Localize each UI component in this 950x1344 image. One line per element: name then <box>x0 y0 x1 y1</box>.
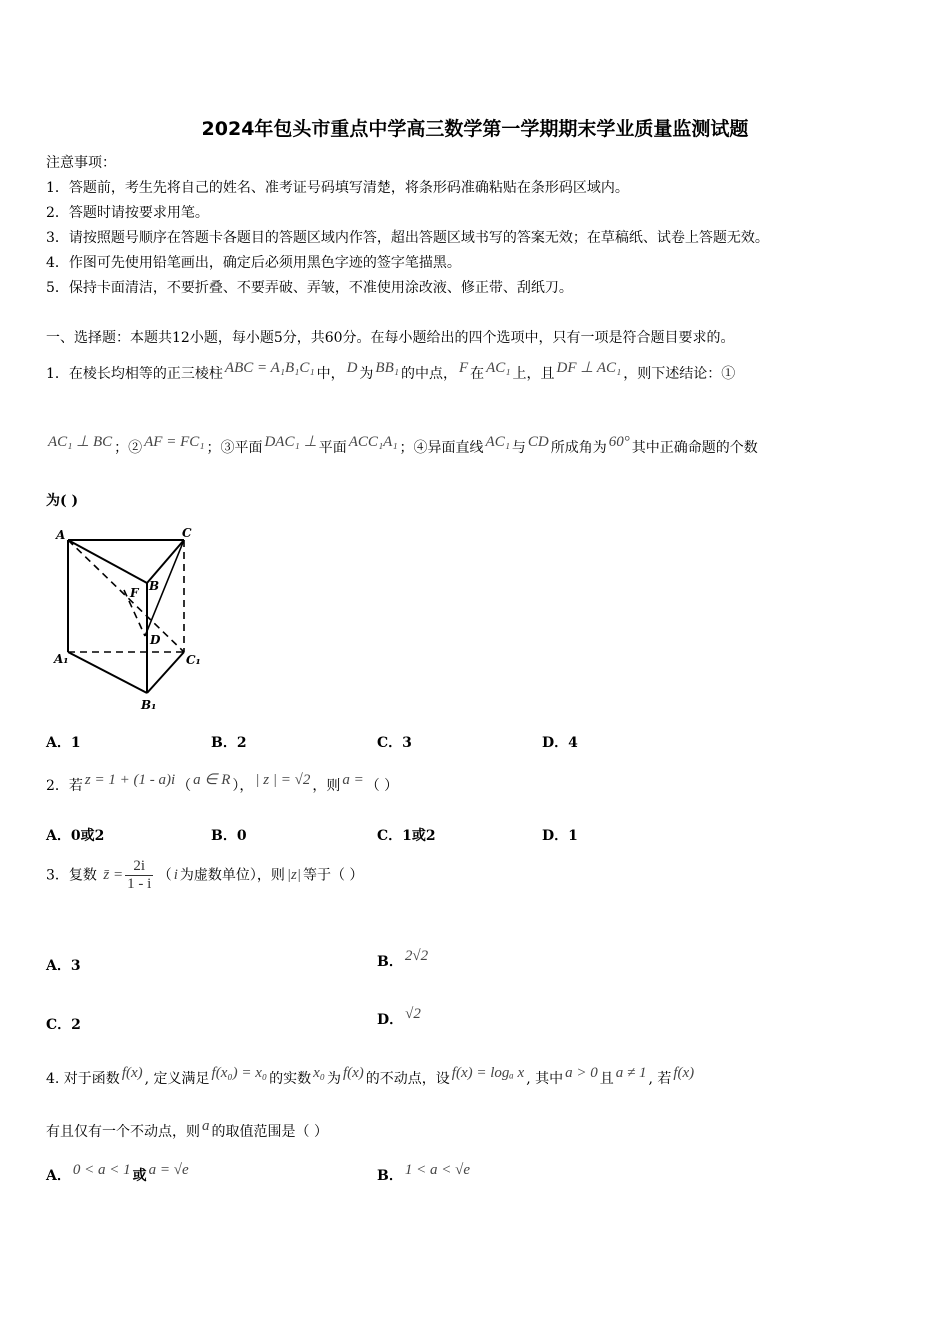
question-1-line-2 <box>46 432 758 457</box>
q1-math: AF = FC₁ <box>144 434 205 450</box>
q1-text: 其中正确命题的个数 <box>631 440 758 456</box>
note-item: 5．保持卡面清洁，不要折叠、不要弄破、弄皱，不准使用涂改液、修正带、刮纸刀。 <box>46 280 573 296</box>
q4-option-b-math: 1 < a < √e <box>404 1162 470 1178</box>
q2-option-a[interactable]: A．0或2 <box>46 828 105 844</box>
q2-text: （ <box>177 778 192 794</box>
q4-text: , 定义满足 <box>144 1071 210 1087</box>
q1-math: BB₁ <box>375 360 399 376</box>
edge-C1B1 <box>147 652 184 693</box>
q3-math: z̄ = <box>103 867 124 883</box>
section-heading: 一、选择题：本题共12小题，每小题5分，共60分。在每小题给出的四个选项中，只有一项是符合题目要求的。 <box>46 330 735 346</box>
note-item: 4．作图可先使用铅笔画出，确定后必须用黑色字迹的签字笔描黑。 <box>46 255 461 271</box>
q3-fraction-numerator: 2i <box>125 858 153 876</box>
q4-math: f(x₀) = x₀ <box>211 1065 268 1081</box>
question-2 <box>46 770 398 795</box>
q4-option-a-math: a = √e <box>148 1162 189 1178</box>
q4-math: f(x) = logₐ x <box>451 1065 525 1081</box>
document-title: 2024年包头市重点中学高三数学第一学期期末学业质量监测试题 <box>201 118 749 140</box>
q3-option-d[interactable] <box>377 1006 423 1029</box>
q4-math: x₀ <box>313 1065 325 1081</box>
q1-text: 与 <box>511 440 526 456</box>
q1-math: F <box>458 360 469 376</box>
edge-CB <box>147 540 184 583</box>
q4-option-b-label: B． <box>377 1168 403 1184</box>
vertex-label-C: C <box>182 526 192 540</box>
q4-text: 的不动点，设 <box>365 1071 450 1087</box>
q2-math: a ∈ R <box>193 772 231 788</box>
edge-A1B1 <box>68 652 147 693</box>
q3-option-a[interactable]: A．3 <box>46 958 81 974</box>
vertex-label-C1: C₁ <box>186 653 201 667</box>
q1-text: ；③平面 <box>206 440 263 456</box>
note-item: 3．请按照题号顺序在答题卡各题目的答题区域内作答，超出答题区域书写的答案无效；在草稿纸、试卷上答题无效。 <box>46 230 769 246</box>
q4-text: 有且仅有一个不动点，则 <box>46 1124 200 1140</box>
q2-option-b[interactable]: B．0 <box>211 828 247 844</box>
q3-option-b-math: 2√2 <box>404 948 429 964</box>
q3-option-d-label: D． <box>377 1012 404 1028</box>
q1-text: 所成角为 <box>550 440 607 456</box>
q2-text: ）， <box>232 778 254 794</box>
q3-option-c[interactable]: C．2 <box>46 1017 81 1033</box>
q3-text: 为虚数单位），则 <box>179 867 285 884</box>
q1-text: 在 <box>470 366 485 382</box>
q2-math: | z | = √2 <box>255 772 311 788</box>
q3-option-b[interactable] <box>377 948 430 971</box>
q2-option-c[interactable]: C．1或2 <box>377 828 436 844</box>
q1-math: D <box>346 360 358 376</box>
q3-math: i <box>173 867 178 883</box>
q1-text: 为 <box>359 366 374 382</box>
q4-text: 的取值范围是（ ） <box>211 1124 328 1140</box>
q1-text: ；④异面直线 <box>399 440 484 456</box>
q4-math: f(x) <box>342 1065 364 1081</box>
q2-math: a = <box>342 772 364 788</box>
q1-text: 平面 <box>318 440 347 456</box>
q4-text: 4. 对于函数 <box>46 1071 120 1087</box>
question-3 <box>46 858 363 893</box>
q4-text: 为 <box>326 1071 341 1087</box>
vertex-label-B1: B₁ <box>141 698 157 712</box>
q3-text: 3．复数 <box>46 867 97 884</box>
q1-text: 的中点， <box>400 366 457 382</box>
point-label-F: F <box>130 586 139 600</box>
q3-text: （ <box>157 867 172 884</box>
prism-figure <box>46 524 216 714</box>
q1-text: ，则下述结论：① <box>623 366 736 382</box>
q3-option-b-label: B． <box>377 954 403 970</box>
q1-text: 1．在棱长均相等的正三棱柱 <box>46 366 223 382</box>
q2-option-d[interactable]: D．1 <box>542 828 578 844</box>
note-item: 1．答题前，考生先将自己的姓名、准考证号码填写清楚，将条形码准确粘贴在条形码区域内。 <box>46 180 629 196</box>
question-1-line-3: 为( ) <box>46 493 79 509</box>
notes-heading: 注意事项： <box>46 155 116 171</box>
q1-option-a[interactable]: A．1 <box>46 735 81 751</box>
q4-math: f(x) <box>673 1065 695 1081</box>
q4-math: a > 0 <box>565 1065 598 1081</box>
vertex-label-A1: A₁ <box>54 652 69 666</box>
q1-text: ；② <box>114 440 143 456</box>
q2-text: （ ） <box>365 778 399 794</box>
q1-math: ABC = A₁B₁C₁ <box>224 360 315 376</box>
q1-math: CD <box>527 434 549 450</box>
question-1-line-1 <box>46 358 735 383</box>
edge-AB <box>68 540 147 583</box>
q4-math: f(x) <box>121 1065 143 1081</box>
point-label-D: D <box>150 633 161 647</box>
q4-text: , 其中 <box>526 1071 564 1087</box>
q4-option-b[interactable] <box>377 1162 472 1185</box>
q1-option-d[interactable]: D．4 <box>542 735 578 751</box>
q1-text: 上，且 <box>512 366 555 382</box>
question-4-line-1 <box>46 1065 696 1088</box>
q4-text: 且 <box>599 1071 614 1087</box>
q1-math: AC₁ ⊥ BC <box>48 434 113 450</box>
q2-text: 2．若 <box>46 778 83 794</box>
q1-text: 中， <box>316 366 345 382</box>
q1-option-c[interactable]: C．3 <box>377 735 412 751</box>
q2-text: ，则 <box>312 778 341 794</box>
q4-option-a-math: 0 < a < 1 <box>72 1162 131 1178</box>
q3-fraction-denominator: 1 - i <box>127 876 152 892</box>
question-4-line-2 <box>46 1118 328 1141</box>
q2-math: z = 1 + (1 - a)i <box>84 772 176 788</box>
q1-math: AC₁ <box>485 434 510 450</box>
q3-text: 等于（ ） <box>302 867 364 884</box>
q4-option-a[interactable] <box>46 1162 191 1185</box>
q4-math: a ≠ 1 <box>615 1065 647 1081</box>
q4-text: 的实数 <box>269 1071 312 1087</box>
q4-option-a-label: A． <box>46 1168 71 1184</box>
q1-math: 60° <box>608 434 630 450</box>
q3-math: |z| <box>286 867 301 883</box>
q1-math: ⊥ <box>303 434 317 450</box>
q1-math: AC₁ <box>486 360 511 376</box>
q4-text: , 若 <box>648 1071 672 1087</box>
q1-option-b[interactable]: B．2 <box>211 735 247 751</box>
q4-option-a-or: 或 <box>132 1168 147 1184</box>
q1-math: ACC₁A₁ <box>348 434 398 450</box>
vertex-label-A: A <box>56 528 66 542</box>
vertex-label-B: B <box>149 579 160 593</box>
q3-fraction <box>125 858 153 893</box>
q4-math: a <box>202 1118 210 1134</box>
q1-math: DAC₁ <box>264 434 300 450</box>
q3-option-d-math: √2 <box>405 1006 421 1022</box>
note-item: 2．答题时请按要求用笔。 <box>46 205 209 221</box>
q1-math: DF ⊥ AC₁ <box>556 360 622 376</box>
